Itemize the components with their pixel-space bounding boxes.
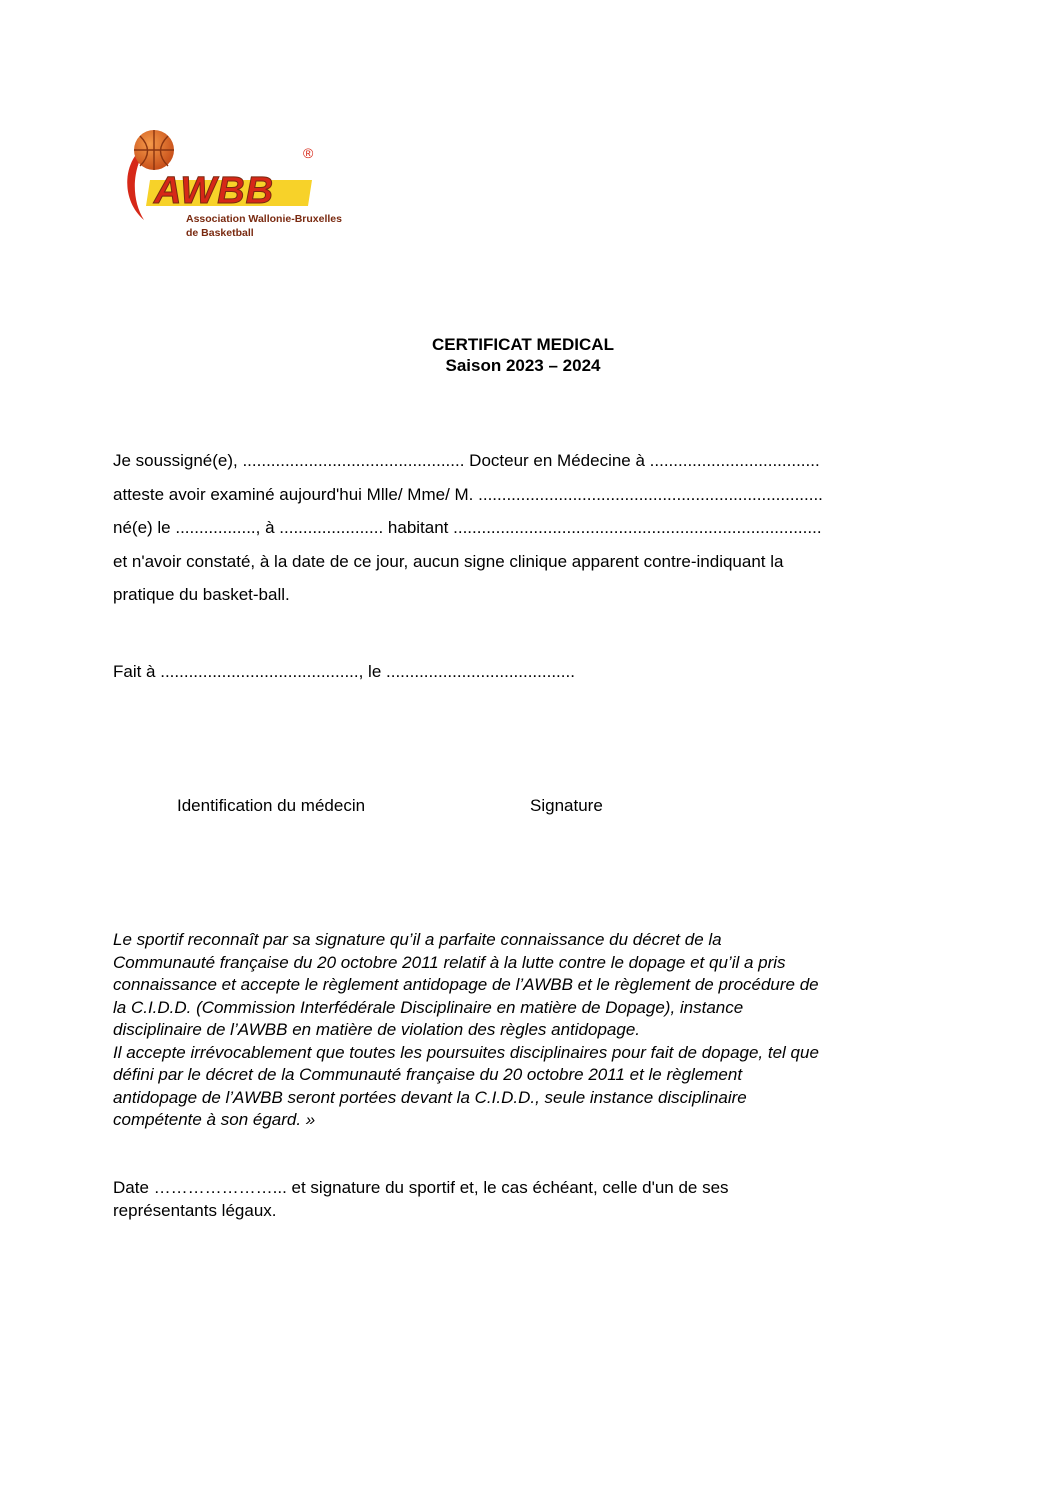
logo-subtitle-line2: de Basketball xyxy=(186,227,254,239)
declaration-line: défini par le décret de la Communauté française du 20 octobre 2011 et le règlement xyxy=(113,1065,743,1084)
season-subtitle: Saison 2023 – 2024 xyxy=(445,356,601,375)
logo-wordmark: AWBB xyxy=(154,170,275,212)
attestation-line: et n'avoir constaté, à la date de ce jour, aucun signe clinique apparent contre-indiquant la xyxy=(113,551,784,571)
declaration-line: la C.I.D.D. (Commission Interfédérale Disciplinaire en matière de Dopage), instance xyxy=(113,997,744,1017)
place-date-line: Fait à .........................................., le ........................................ xyxy=(113,662,575,681)
athlete-declaration xyxy=(113,929,953,1132)
declaration-line: Communauté française du 20 octobre 2011 relatif à la lutte contre le dopage et qu’il a pris xyxy=(113,952,786,972)
declaration-line: disciplinaire de l’AWBB en matière de violation des règles antidopage. xyxy=(113,1020,640,1039)
attestation-line: atteste avoir examiné aujourd'hui Mlle/ Mme/ M. ......................................................................... xyxy=(113,484,823,504)
athlete-signature-block xyxy=(113,1177,953,1222)
declaration-line: antidopage de l’AWBB seront portées devant la C.I.D.D., seule instance disciplinaire xyxy=(113,1087,747,1107)
doctor-identification-label: Identification du médecin xyxy=(177,796,366,815)
attestation-line: pratique du basket-ball. xyxy=(113,585,290,604)
declaration-line: Il accepte irrévocablement que toutes les poursuites disciplinaires pour fait de dopage, tel que xyxy=(113,1042,819,1062)
logo-subtitle-line1: Association Wallonie-Bruxelles xyxy=(186,213,342,225)
awbb-logo xyxy=(120,128,342,246)
basketball-icon xyxy=(134,130,174,170)
declaration-line: Le sportif reconnaît par sa signature qu’il a parfaite connaissance du décret de la xyxy=(113,930,722,949)
signature-label: Signature xyxy=(530,796,603,815)
registered-mark: ® xyxy=(303,145,314,161)
title-block xyxy=(0,334,1046,376)
declaration-line: connaissance et accepte le règlement antidopage de l’AWBB et le règlement de procédure de xyxy=(113,975,819,994)
athlete-date-line: Date …………………... et signature du sportif et, le cas échéant, celle d'un de ses xyxy=(113,1178,729,1197)
attestation-paragraph xyxy=(113,444,943,612)
declaration-line: compétente à son égard. » xyxy=(113,1110,316,1129)
attestation-line: né(e) le ................., à ...................... habitant .............................................................................. xyxy=(113,518,822,537)
attestation-line: Je soussigné(e), ............................................... Docteur en Médecine à .................................... xyxy=(113,451,820,470)
athlete-date-line: représentants légaux. xyxy=(113,1200,277,1220)
page-title: CERTIFICAT MEDICAL xyxy=(432,335,614,354)
